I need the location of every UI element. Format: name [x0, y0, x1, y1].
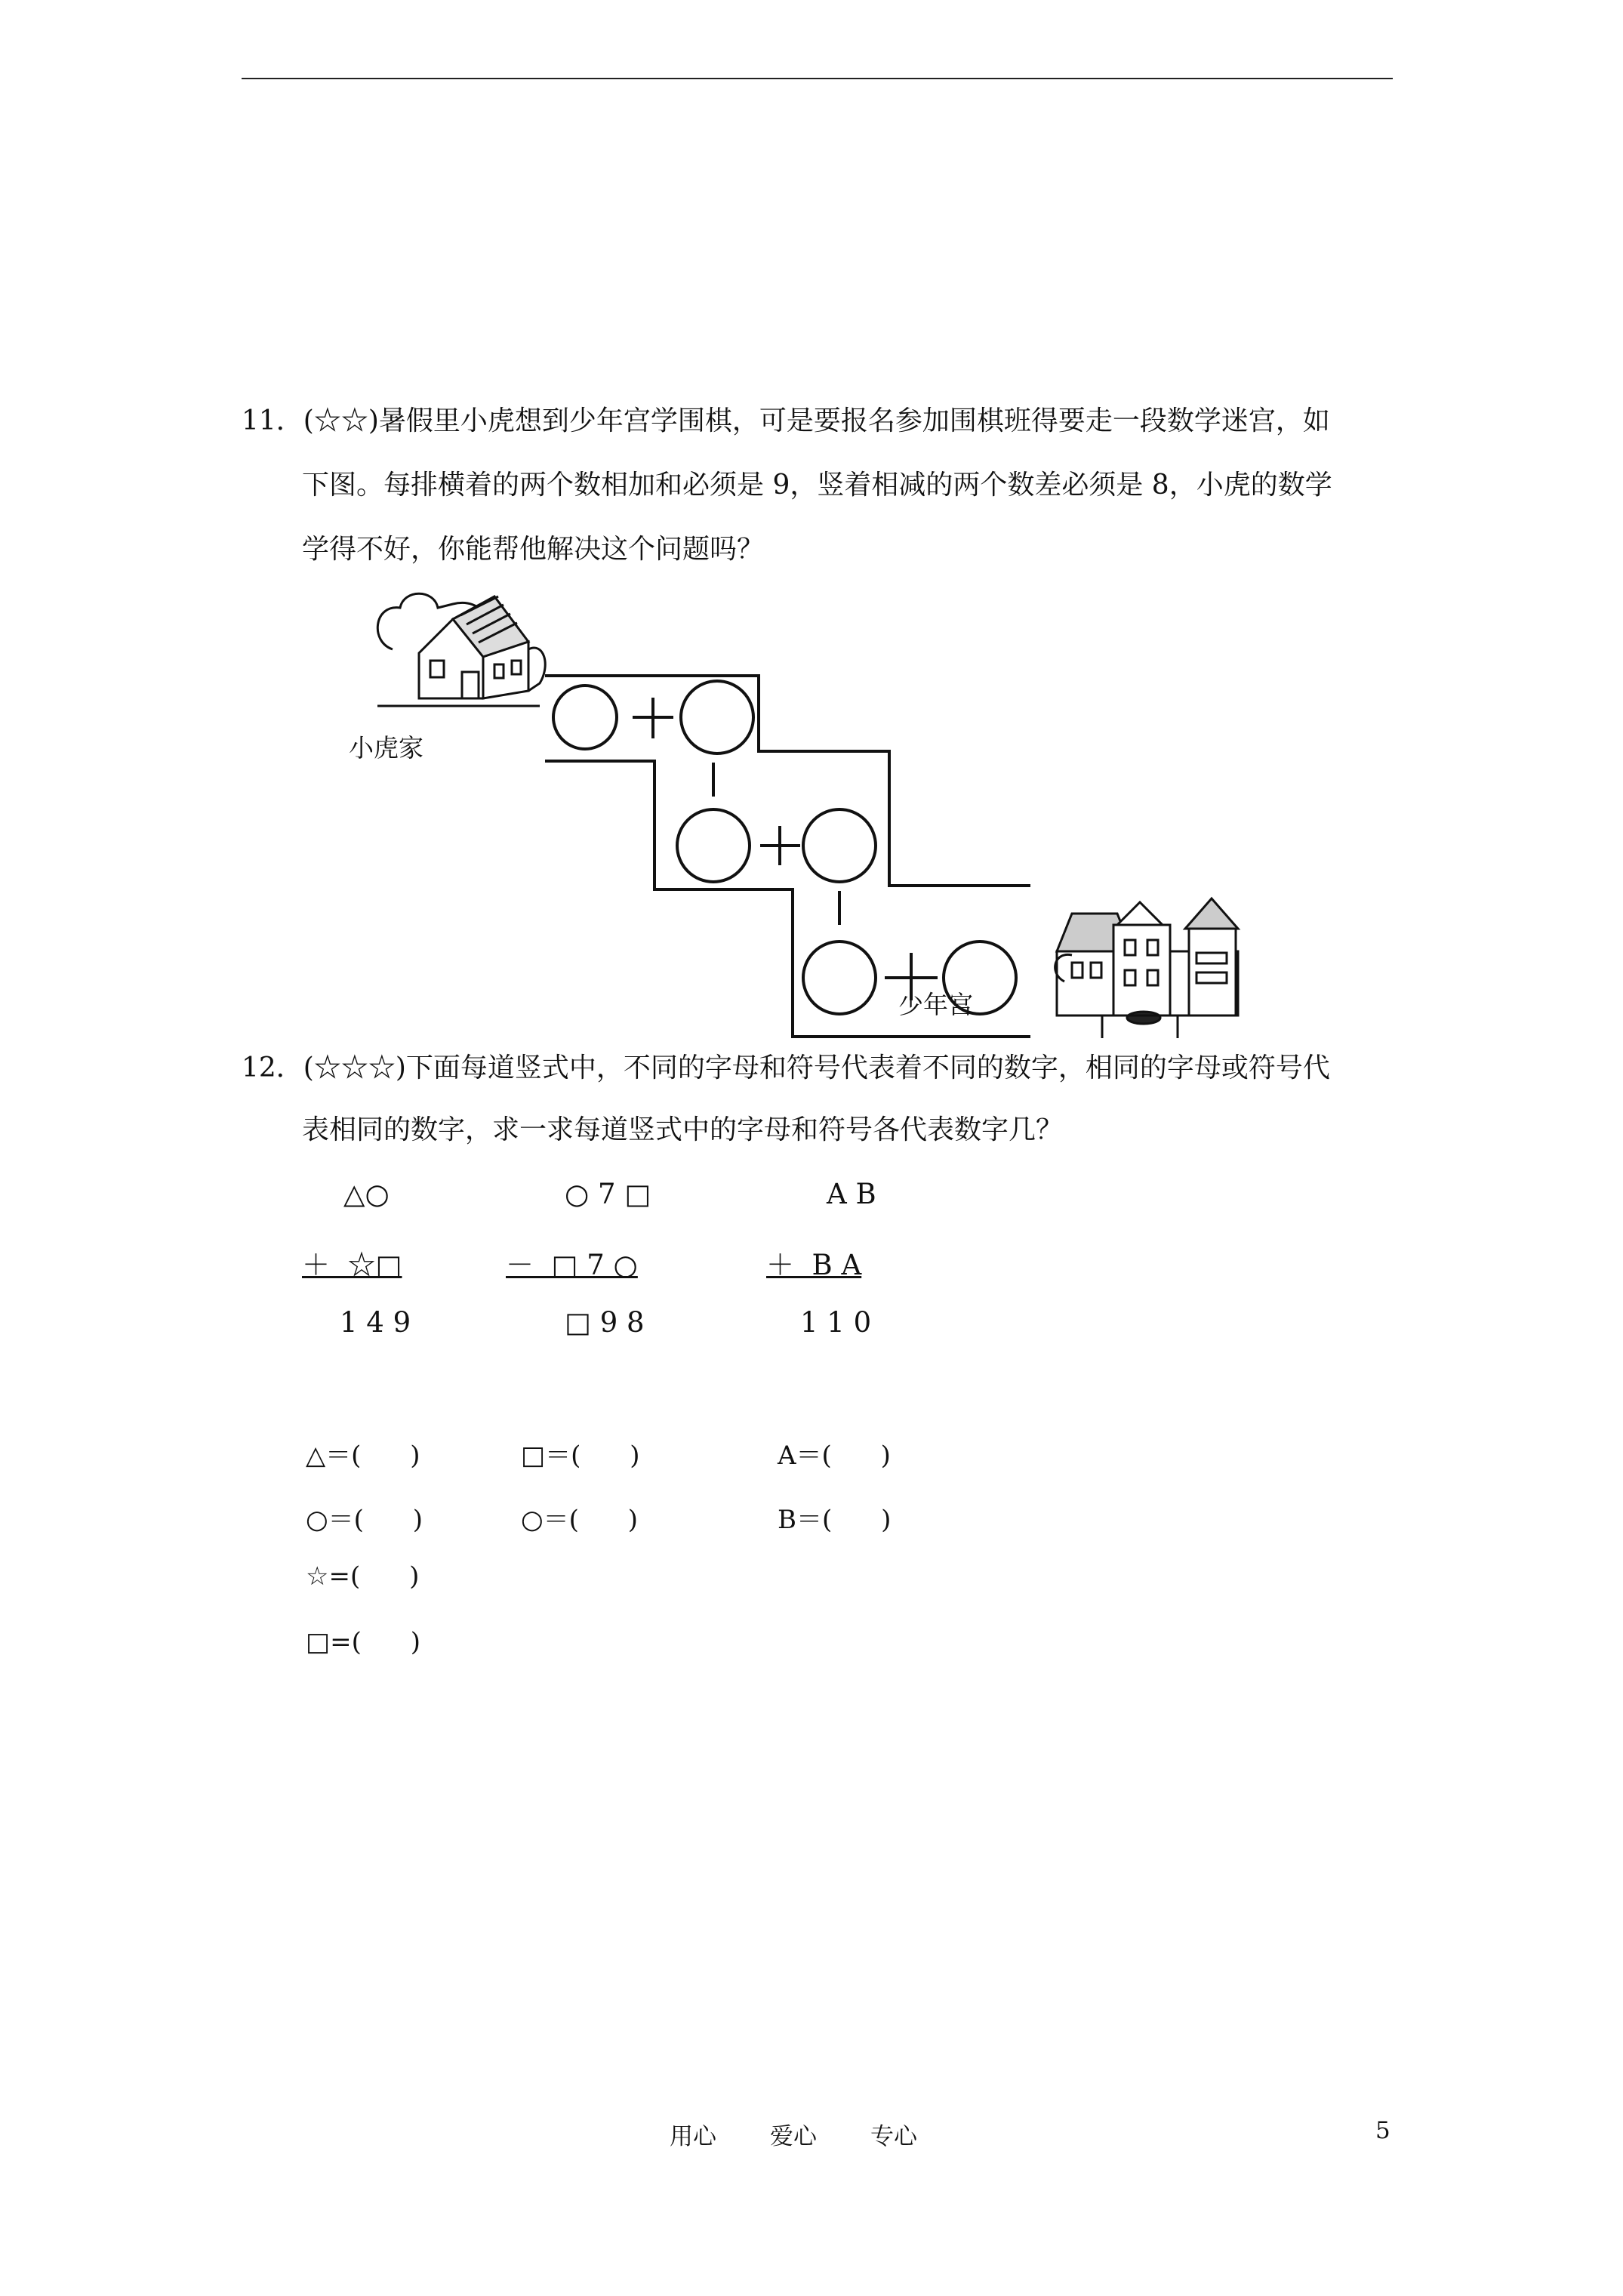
maze-circle-1 — [553, 686, 617, 749]
maze-circle-4 — [803, 809, 876, 882]
answer-b[interactable]: B＝( ) — [778, 1505, 892, 1535]
problem-1-operand: ＋ ☆□ — [302, 1249, 402, 1281]
answer-triangle[interactable]: △＝( ) — [306, 1441, 420, 1471]
footer-item-3: 专心 — [870, 2123, 917, 2150]
answer-square-1[interactable]: □=( ) — [306, 1627, 420, 1657]
q11-line3: 学得不好，你能帮他解决这个问题吗？ — [302, 534, 765, 565]
footer-item-2: 爱心 — [770, 2123, 817, 2150]
problem-2-result: □ 9 8 — [565, 1306, 645, 1339]
problem-2-top: ○ 7 □ — [565, 1178, 651, 1210]
answer-star[interactable]: ☆=( ) — [306, 1561, 420, 1592]
home-label: 小虎家 — [349, 733, 423, 763]
house-illustration — [377, 593, 545, 706]
maze-circle-2 — [681, 681, 753, 754]
problem-3-operand: ＋ B A — [766, 1249, 862, 1281]
maze-wall-top — [545, 676, 1030, 886]
problem-3-top: A B — [827, 1178, 876, 1210]
problem-1-result: 1 4 9 — [340, 1306, 411, 1339]
answer-circle-1[interactable]: ○＝( ) — [306, 1505, 423, 1535]
page-number: 5 — [1375, 2117, 1390, 2144]
problem-1-top: △○ — [343, 1178, 390, 1210]
maze-circle-5 — [803, 942, 876, 1014]
answer-a[interactable]: A＝( ) — [778, 1441, 891, 1471]
problem-2-operand: － □ 7 ○ — [506, 1249, 638, 1281]
problem-3-result: 1 1 0 — [800, 1306, 872, 1339]
footer-item-1: 用心 — [670, 2123, 716, 2150]
palace-label: 少年宫 — [898, 990, 973, 1019]
palace-illustration — [1055, 898, 1238, 1038]
answer-square-2[interactable]: □＝( ) — [521, 1441, 640, 1471]
q12-line1: 12．(☆☆☆)下面每道竖式中，不同的字母和符号代表着不同的数字，相同的字母或符号代 — [242, 1052, 1330, 1083]
answer-circle-2[interactable]: ○＝( ) — [521, 1505, 639, 1535]
q11-line1: 11．(☆☆)暑假里小虎想到少年宫学围棋，可是要报名参加围棋班得要走一段数学迷宫，如 — [242, 405, 1330, 436]
maze-circle-3 — [677, 809, 750, 882]
q12-line2: 表相同的数字，求一求每道竖式中的字母和符号各代表数字几？ — [302, 1114, 1064, 1145]
q11-line2: 下图。每排横着的两个数相加和必须是 9，竖着相减的两个数差必须是 8，小虎的数学 — [302, 470, 1332, 501]
